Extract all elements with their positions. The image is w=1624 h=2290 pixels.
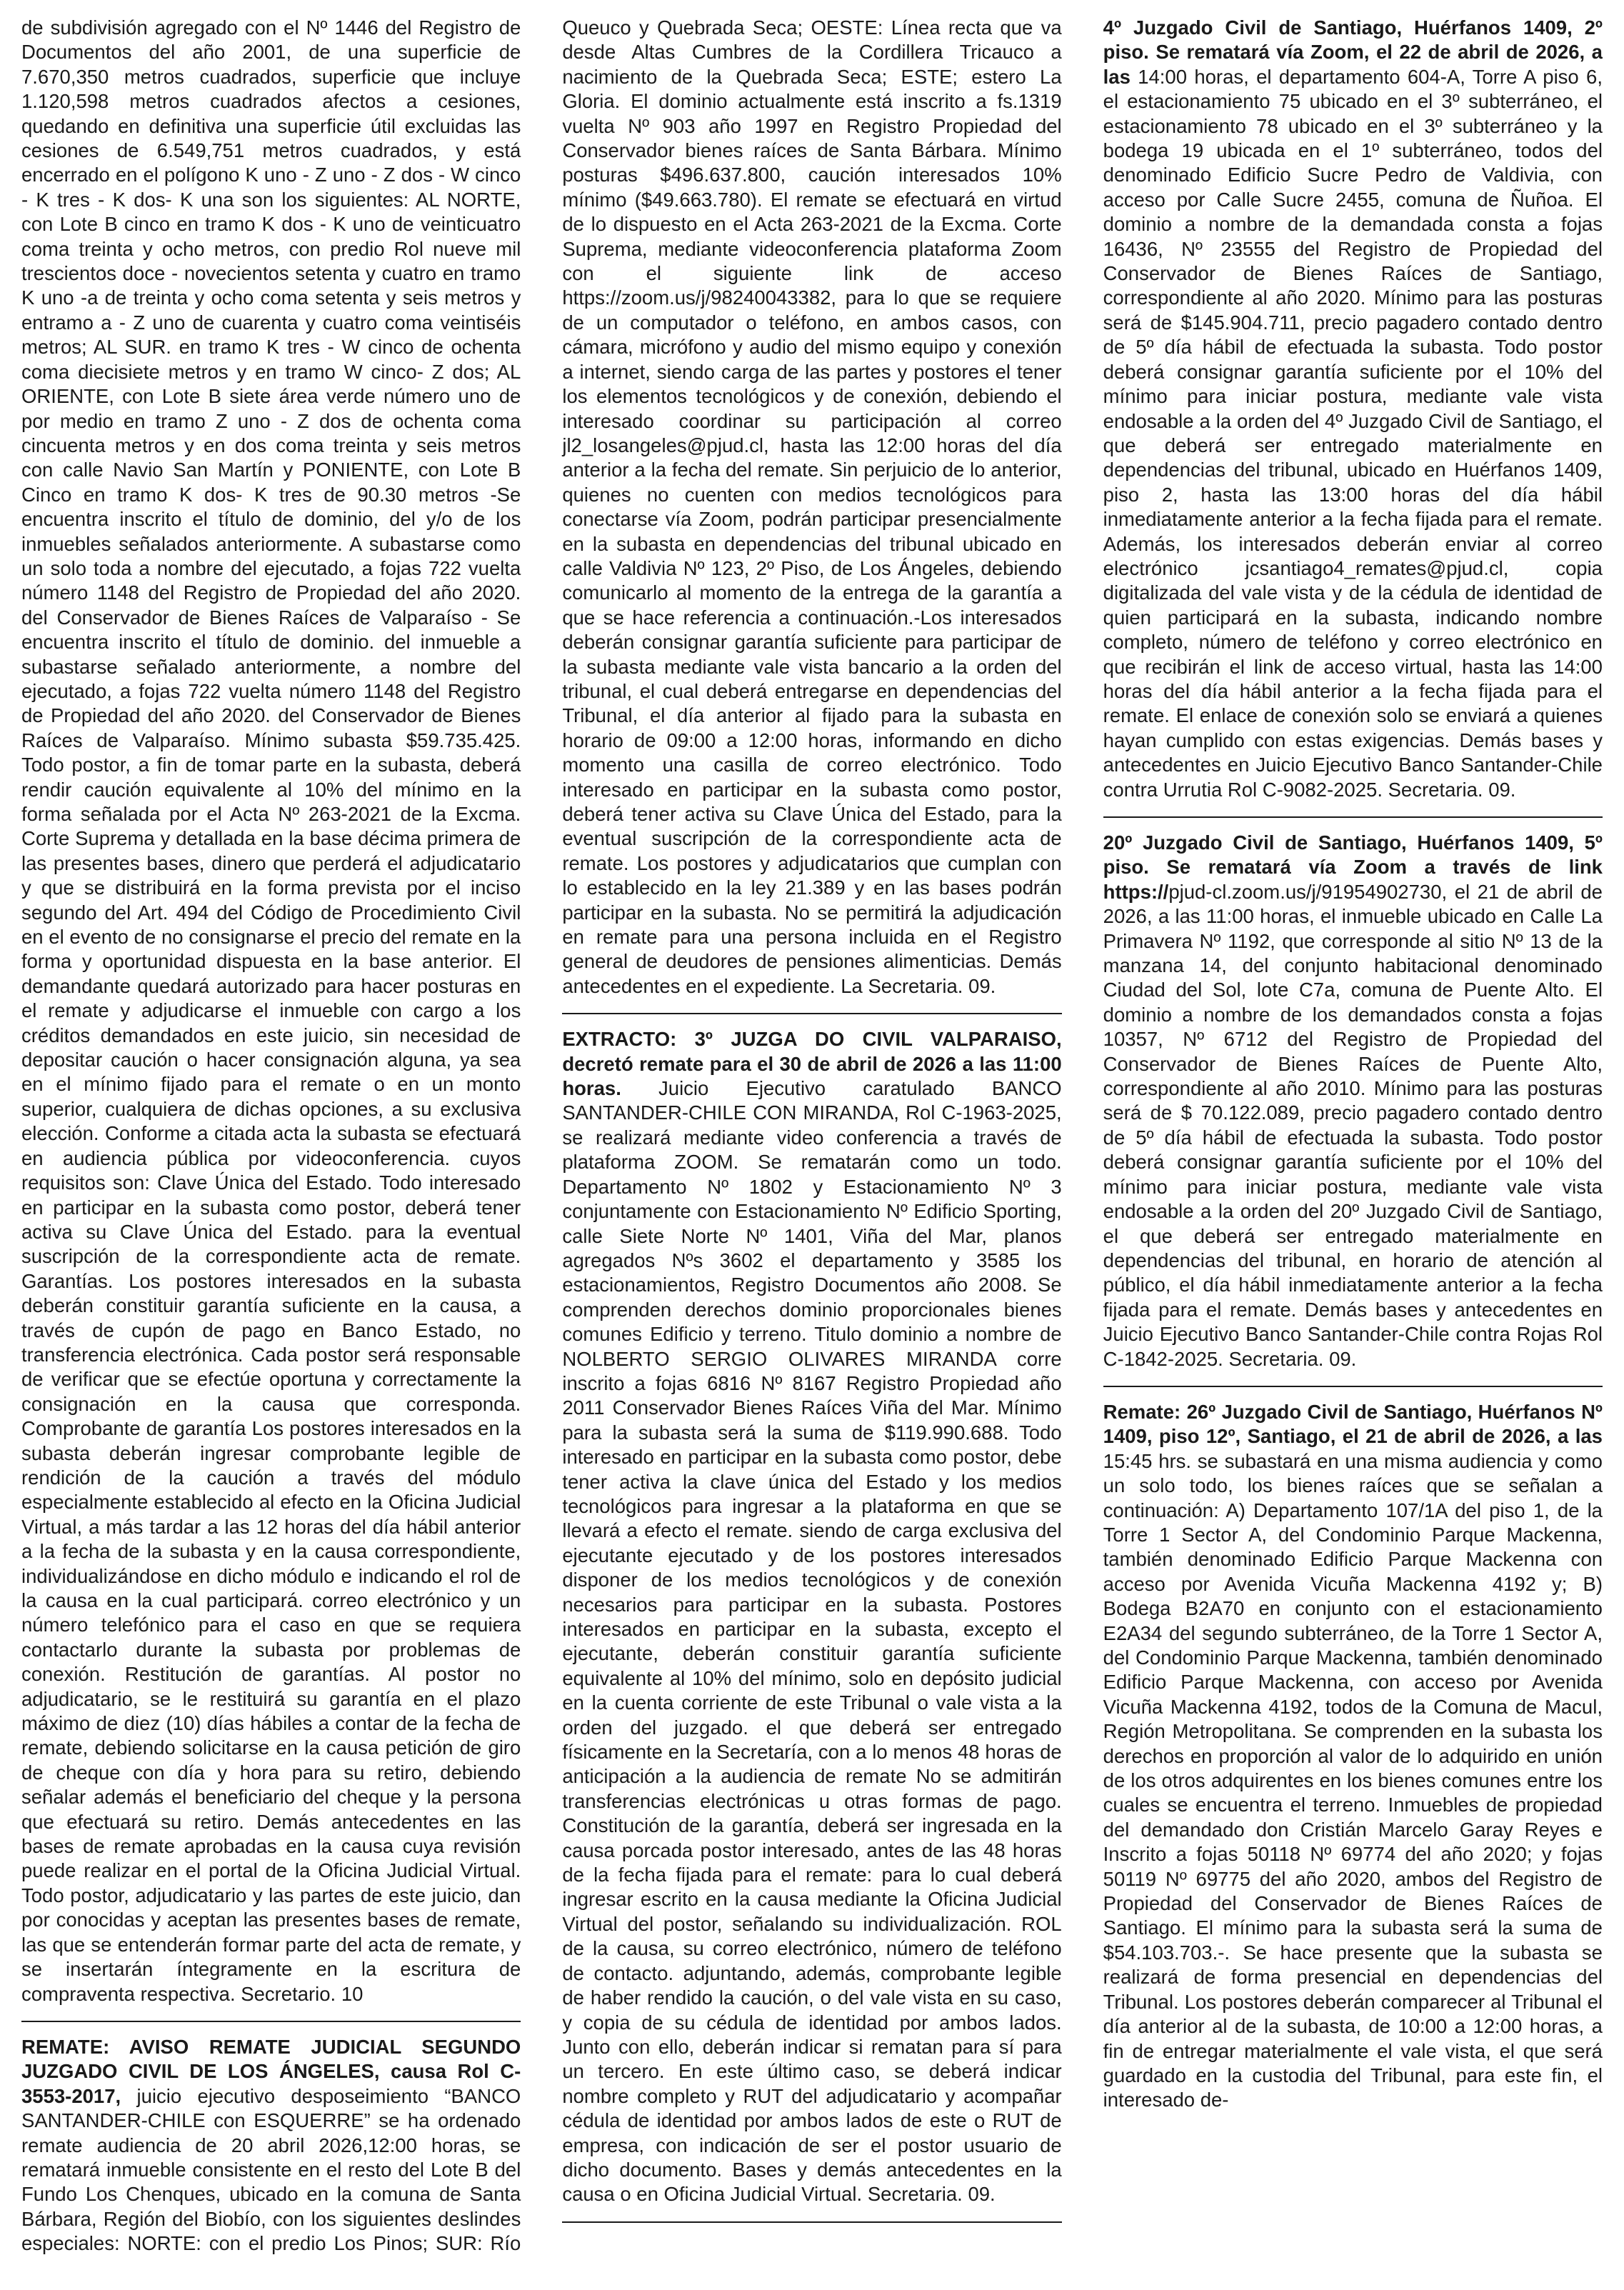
- notice-lead: REMATE: AVISO REMATE JUDICIAL SEGUNDO JUZGADO CIVIL DE LOS ÁNGELES, causa Rol C-3553-2017,: [21, 2035, 521, 2107]
- notice-text: [21, 16, 521, 2006]
- notice-valparaiso-3: [562, 1027, 1061, 2207]
- notice-divider: [562, 1013, 1061, 1014]
- notice-body: de subdivisión agregado con el Nº 1446 del Registro de Documentos del año 2001, de una superficie de 7.670,350 metros cuadrados, superficie que incluye 1.120,598 metros cuadrados afectos a cesiones, quedando en definitiva una superficie útil excluidas las cesiones de 6.549,751 metros cuadrados, y está encerrado en el polígono K uno - Z uno - Z dos - W cinco - K tres - K dos- K una son los siguientes: AL NORTE, con Lote B cinco en tramo K dos - K uno de veinticuatro coma treinta y ocho metros, con predio Rol nueve mil trescientos doce - novecientos setenta y cuatro en tramo K uno -a de treinta y ocho coma setenta y seis metros y entramo a - Z uno de cuarenta y cuatro coma veintiséis metros; AL SUR. en tramo K tres - W cinco de ochenta coma diecisiete metros y en tramo W cinco- Z dos; AL ORIENTE, con Lote B siete área verde número uno de por medio en tramo Z uno - Z dos de ochenta coma cincuenta metros y en dos coma treinta y seis metros con calle Navio San Martín y PONIENTE, con Lote B Cinco en tramo K dos- K tres de 90.30 metros -Se encuentra inscrito el título de dominio, del y/o de los inmuebles señalados anteriormente. A subastarse como un solo toda a nombre del ejecutado, a fojas 722 vuelta número 1148 del Registro de Propiedad del año 2020. del Conservador de Bienes Raíces de Valparaíso - Se encuentra inscrito el título de dominio. del inmueble a subastarse señalado anteriormente, a nombre del ejecutado, a fojas 722 vuelta número 1148 del Registro de Propiedad del año 2020. del Conservador de Bienes Raíces de Valparaíso. Mínimo subasta $59.735.425. Todo postor, a fin de tomar parte en la subasta, deberá rendir caución equivalente al 10% del mínimo en la forma señalada por el Acta Nº 263-2021 de la Excma. Corte Suprema y detallada en la base décima primera de las presentes bases, dinero que perderá el adjudicatario y que se distribuirá en la forma prevista por el inciso segundo del Art. 494 del Código de Procedimiento Civil en el evento de no consignarse el precio del remate en la forma y oportunidad dispuesta en la base anterior. El demandante quedará autorizado para hacer posturas en el remate y adjudicarse el inmueble con cargo a los créditos demandados en este juicio, sin necesidad de depositar caución o hacer consignación alguna, ya sea en el mínimo fijado para el remate o en un monto superior, cualquiera de dichas opciones, a su exclusiva elección. Conforme a citada acta la subasta se efectuará en audiencia pública por videoconferencia. cuyos requisitos son: Clave Única del Estado. Todo interesado en participar en la subasta como postor, deberá tener activa su Clave Única del Estado. para la eventual suscripción de la correspondiente acta de remate. Garantías. Los postores interesados en la subasta deberán constituir garantía suficiente en la causa, a través de cupón de pago en Banco Estado, no transferencia electrónica. Cada postor será responsable de verificar que se efectúe oportuna y correctamente la consignación en la causa que corresponda. Comprobante de garantía Los postores interesados en la subasta deberán ingresar comprobante legible de rendición de la caución a través del módulo especialmente establecido al efecto en la Oficina Judicial Virtual, a más tardar a las 12 horas del día hábil anterior a la fecha de la subasta y en la causa correspondiente, individualizándose en dicho módulo e indicando el rol de la causa en la cual participará. correo electrónico y un número telefónico para el caso en que se requiera contactarlo durante la subasta por problemas de conexión. Restitución de garantías. Al postor no adjudicatario, se le restituirá su garantía en el plazo máximo de diez (10) días hábiles a contar de la fecha de remate, debiendo solicitarse en la causa petición de giro de cheque con día y hora para su retiro, debiendo señalar además el beneficiario del cheque y la persona que efectuará su retiro. Demás antecedentes en las bases de remate aprobadas en la causa cuya revisión puede realizar en el portal de la Oficina Judicial Virtual. Todo postor, adjudicatario y las partes de este juicio, dan por conocidas y aceptan las presentes bases de remate, las que se entenderán formar parte del acta de remate, y se insertarán íntegramente en la escritura de compraventa respectiva. Secretario. 10: [21, 16, 521, 2005]
- notice-body: juicio ejecutivo desposeimiento “BANCO SANTANDER-CHILE con ESQUERRE” se ha ordenado remate audiencia de 20 abril 2026,12:00 horas, se rematará inmueble consistente en el resto del Lote B del Fundo Los Chenques, ubicado en la comuna de Santa Bárbara, Región del Biobío, con los siguientes deslindes especiales: NORTE: con el predio Los Pinos; SUR: Río Queuco y Quebrada Seca; OESTE: Línea recta que va desde Altas Cumbres de la Cordillera Tricauco a nacimiento de la Quebrada Seca; ESTE; estero La Gloria. El dominio actualmente está inscrito a fs.1319 vuelta Nº 903 año 1997 en Registro Propiedad del Conservador bienes raíces de Santa Bárbara. Mínimo posturas $496.637.800, caución interesados 10% mínimo ($49.663.780). El remate se efectuará en virtud de lo dispuesto en el Acta 263-2021 de la Excma. Corte Suprema, mediante videoconferencia plataforma Zoom con el siguiente link de acceso https://zoom.us/j/98240043382, para lo que se requiere de un computador o teléfono, en ambos casos, con cámara, micrófono y audio del mismo equipo y conexión a internet, siendo carga de las partes y postores el tener los elementos tecnológicos y de conexión, debiendo el interesado coordinar su participación al correo jl2_losangeles@pjud.cl, hasta las 12:00 horas del día anterior a la fecha del remate. Sin perjuicio de lo anterior, quienes no cuenten con medios tecnológicos para conectarse vía Zoom, podrán participar presencialmente en la subasta en dependencias del tribunal ubicado en calle Valdivia Nº 123, 2º Piso, de Los Ángeles, debiendo comunicarlo al momento de la entrega de la garantía a que se hace referencia a continuación.-Los interesados deberán consignar garantía suficiente para participar de la subasta mediante vale vista bancario a la orden del tribunal, el cual deberá entregarse en dependencias del Tribunal, el día anterior al fijado para la subasta en horario de 09:00 a 12:00 horas, informando en dicho momento una casilla de correo electrónico. Todo interesado en participar en la subasta como postor, deberá tener activa su Clave Única del Estado, para la eventual suscripción de la correspondiente acta de remate. Los postores y adjudicatarios que cumplan con lo establecido en la ley 21.389 y en las bases podrán participar en la subasta. No se permitirá la adjudicación en remate para una persona incluida en el Registro general de deudores de pensiones alimenticias. Demás antecedentes en el expediente. La Secretaria. 09.: [21, 16, 1062, 2255]
- notice-text: [1103, 831, 1603, 1371]
- notice-text: [562, 1027, 1061, 2207]
- notice-lead: 4º Juzgado Civil de Santiago, Huérfanos 1409, 2º piso. Se rematará vía Zoom, el 22 de abril de 2026, a las: [1103, 16, 1603, 88]
- notice-text: [1103, 16, 1603, 802]
- notice-lead: EXTRACTO: 3º JUZGA DO CIVIL VALPARAISO, decretó remate para el 30 de abril de 2026 a las 11:00 horas.: [562, 1028, 1062, 1100]
- notice-body: pjud-cl.zoom.us/j/91954902730, el 21 de abril de 2026, a las 11:00 horas, el inmueble ubicado en Calle La Primavera Nº 1192, que corresponde al sitio Nº 13 de la manzana 14, del conjunto habitacional denominado Ciudad del Sol, lote C7a, comuna de Puente Alto. El dominio a nombre de los demandados consta a fojas 10357, Nº 6712 del Registro de Propiedad del Conservador de Bienes Raíces de Puente Alto, correspondiente al año 2010. Mínimo para las posturas será de $ 70.122.089, precio pagadero contado dentro de 5º día hábil de efectuada la subasta. Todo postor deberá consignar garantía suficiente por el 10% del mínimo para iniciar postura, mediante vale vista endosable a la orden del 20º Juzgado Civil de Santiago, el que deberá ser entregado materialmente en dependencias del tribunal, en horario de atención al público, el día hábil inmediatamente anterior a la fecha fijada para el remate. Demás bases y antecedentes en Juicio Ejecutivo Banco Santander-Chile contra Rojas Rol C-1842-2025. Secretaria. 09.: [1103, 880, 1603, 1370]
- notice-divider: [562, 2221, 1061, 2223]
- notice-body: 14:00 horas, el departamento 604-A, Torre A piso 6, el estacionamiento 75 ubicado en el 3º subterráneo, el estacionamiento 78 ubicado en el 3º subterráneo y la bodega 19 ubicada en el 1º subterráneo, todos del denominado Edificio Sucre Pedro de Valdivia, con acceso por Calle Sucre 2455, comuna de Ñuñoa. El dominio a nombre de la demandada consta a fojas 16436, Nº 23555 del Registro de Propiedad del Conservador de Bienes Raíces de Santiago, correspondiente al año 2020. Mínimo para las posturas será de $145.904.711, precio pagadero contado dentro de 5º día hábil de efectuada la subasta. Todo postor deberá consignar garantía suficiente por el 10% del mínimo para iniciar postura, mediante vale vista endosable a la orden del 4º Juzgado Civil de Santiago, el que deberá ser entregado materialmente en dependencias del tribunal, ubicado en Huérfanos 1409, piso 2, hasta las 13:00 horas del día hábil inmediatamente anterior a la fecha fijada para el remate. Además, los interesados deberán enviar al correo electrónico jcsantiago4_remates@pjud.cl, copia digitalizada del vale vista y de la cédula de identidad de quien participará en la subasta, indicando nombre completo, número de teléfono y correo electrónico en que recibirán el link de acceso virtual, hasta las 14:00 horas del día hábil anterior a la fecha fijada para el remate. El enlace de conexión solo se enviará a quienes hayan cumplido con estas exigencias. Demás bases y antecedentes en Juicio Ejecutivo Banco Santander-Chile contra Urrutia Rol C-9082-2025. Secretaria. 09.: [1103, 65, 1603, 801]
- notice-text: [1103, 1400, 1603, 2113]
- notice-santiago-4: [1103, 16, 1603, 802]
- notice-lead: Remate: 26º Juzgado Civil de Santiago, Huérfanos Nº 1409, piso 12º, Santiago, el 21 de abril de 2026, a las: [1103, 1400, 1603, 1448]
- newspaper-page: [21, 16, 1603, 2280]
- notice-body: 15:45 hrs. se subastará en una misma audiencia y como un solo todo, los bienes raíces que se señalan a continuación: A) Departamento 107/1A del piso 1, de la Torre 1 Sector A, del Condominio Parque Mackenna, también denominado Edificio Parque Mackenna con acceso por Avenida Vicuña Mackenna 4192 y; B) Bodega B2A70 en conjunto con el estacionamiento E2A34 del segundo subterráneo, de la Torre 1 Sector A, del Condominio Parque Mackenna, también denominado Edificio Parque Mackenna, con acceso por Avenida Vicuña Mackenna 4192, todos de la Comuna de Macul, Región Metropolitana. Se comprenden en la subasta los derechos en proporción al valor de lo adquirido en unión de los otros adquirentes en los bienes comunes entre los cuales se encuentra el terreno. Inmuebles de propiedad del demandado don Cristián Marcelo Garay Reyes e Inscrito a fojas 50118 Nº 69774 del año 2020; y fojas 50119 Nº 69775 del año 2020, ambos del Registro de Propiedad del Conservador de Bienes Raíces de Santiago. El mínimo para la subasta será la suma de $54.103.703.-. Se hace presente que la subasta se realizará de forma presencial en dependencias del Tribunal. Los postores deberán comparecer al Tribunal el día anterior al de la subasta, de 10:00 a 12:00 horas, a fin de entregar materialmente el vale vista, el que será guardado en la custodia del Tribunal, para este fin, el interesado de-: [1103, 1449, 1603, 2111]
- notice-divider: [1103, 816, 1603, 818]
- notice-lead: 20º Juzgado Civil de Santiago, Huérfanos 1409, 5º piso. Se rematará vía Zoom a través de link https://: [1103, 831, 1603, 903]
- notice-continued-valparaiso: [21, 16, 521, 2006]
- notice-divider: [21, 2021, 521, 2022]
- notice-body: Juicio Ejecutivo caratulado BANCO SANTANDER-CHILE CON MIRANDA, Rol C-1963-2025, se realizará mediante video conferencia a través de plataforma ZOOM. Se rematarán como un todo. Departamento Nº 1802 y Estacionamiento Nº 3 conjuntamente con Estacionamiento Nº Edificio Sporting, calle Siete Norte Nº 1401, Viña del Mar, planos agregados Nºs 3602 el departamento y 3585 los estacionamientos, Registro Documentos año 2008. Se comprenden derechos dominio proporcionales bienes comunes Edificio y terreno. Titulo dominio a nombre de NOLBERTO SERGIO OLIVARES MIRANDA corre inscrito a fojas 6816 Nº 8167 Registro Propiedad año 2011 Conservador Bienes Raíces Viña del Mar. Mínimo para la subasta será la suma de $119.990.688. Todo interesado en participar en la subasta como postor, debe tener activa la clave única del Estado y los medios tecnológicos para ingresar a la plataforma en que se llevará a efecto el remate. siendo de carga exclusiva del ejecutante ejecutado y de los postores interesados disponer de los medios tecnológicos y de conexión necesarios para participar en la subasta. Postores interesados en participar en la subasta, excepto el ejecutante, deberán constituir garantía suficiente equivalente al 10% del mínimo, solo en depósito judicial en la cuenta corriente de este Tribunal o vale vista a la orden del juzgado. el que deberá ser entregado físicamente en la Secretaría, con a lo menos 48 horas de anticipación a la audiencia de remate No se admitirán transferencias electrónicas u otras formas de pago. Constitución de la garantía, deberá ser ingresada en la causa porcada postor interesado, antes de las 48 horas de la fecha fijada para el remate: para lo cual deberá ingresar escrito en la causa mediante la Oficina Judicial Virtual del postor, señalando su individualización. ROL de la causa, su correo electrónico, número de teléfono de contacto. adjuntando, además, comprobante legible de haber rendido la caución, o del vale vista en su caso, y copia de su cédula de identidad por ambos lados. Junto con ello, deberán indicar si rematan para sí para un tercero. En este último caso, se deberá indicar nombre completo y RUT del adjudicatario y acompañar cédula de identidad por ambos lados de este o RUT de empresa, con indicación de ser el postor usuario de dicho documento. Bases y demás antecedentes en la causa o en Oficina Judicial Virtual. Secretaria. 09.: [562, 1077, 1062, 2206]
- text-columns: [21, 16, 1603, 2280]
- notice-santiago-20: [1103, 831, 1603, 1371]
- notice-divider: [1103, 1386, 1603, 1387]
- notice-santiago-26: [1103, 1400, 1603, 2113]
